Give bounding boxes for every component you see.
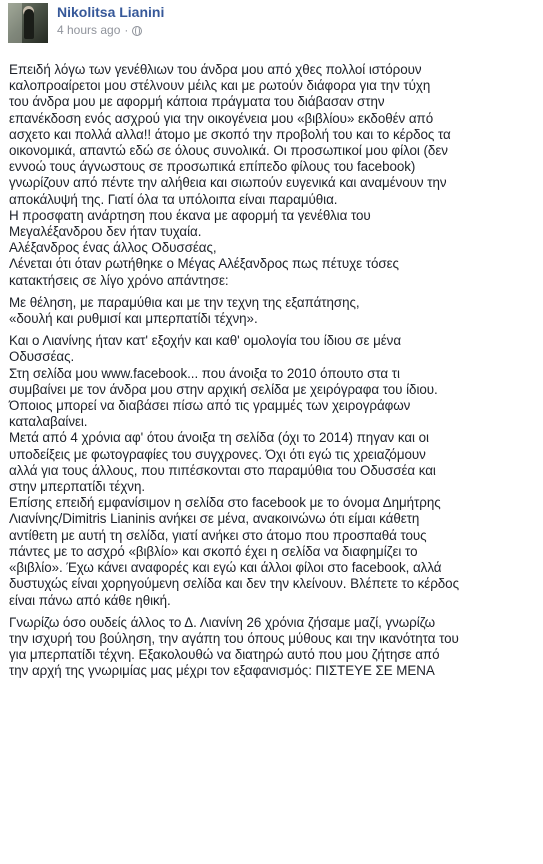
post-text-line: αλλά για τους άλλους, που πιπέσκονται στο παραμύθια του Οδυσσέα και [9, 462, 436, 478]
post-text-line: την ισχυρή του βούληση, την αγάπη του όπους μύθους και την ικανότητα του [9, 630, 459, 646]
post-text-line: στην μπερπατίδι τέχνη. [9, 479, 146, 495]
post-text-line: καταλαβαίνει. [9, 414, 88, 430]
post-text-line: πάντες με το ασχρό «βιβλίο» και σκοπό έχει η σελίδα να διαφημίζει το [9, 543, 418, 559]
post-text-line: του άνδρα μου με αφορμή κάποια πράγματα του διάβασαν στην [9, 94, 385, 110]
post-text-line: δυστυχώς είναι χορηγούμενη σελίδα και δεν την κλείνουν. Βλέπετε το κέρδος [9, 576, 459, 592]
post-text-line: Και ο Λιανίνης ήταν κατ' εξοχήν και καθ' ομολογία του ίδιου σε μένα [9, 333, 402, 349]
post-text-line: Λιανίνης/Dimitris Lianinis ανήκει σε μένα, ανακοινώνω ότι είμαι κάθετη [9, 511, 420, 527]
post-body [9, 62, 537, 680]
post-text-line: Η προσφατη ανάρτηση που έκανα με αφορμή τα γενέθλια του [9, 207, 371, 223]
post-text-line: Στη σελίδα μου www.facebook... που άνοιξα το 2010 όπουτο στα τι [9, 365, 400, 381]
header-text [57, 3, 164, 38]
post-paragraph [9, 295, 537, 327]
post-text-line: επανέκδοση ενός ασχρού για την οικογένεια μου «βιβλίου» εκδοθέν από [9, 110, 434, 126]
post-paragraph [9, 615, 537, 680]
post-text-line: καλοπροαίρετοι μου στέλνουν μέιλς και με ρωτούν διάφορα για την τύχη [9, 78, 431, 94]
author-name-link[interactable]: Nikolitsa Lianini [57, 4, 165, 20]
post-paragraph [9, 333, 537, 608]
post-text-line: υποδείξεις με φωτογραφίες του συγχρονες. Όχι ότι εγώ τις χρειαζόμουν [9, 446, 426, 462]
post-text-line: Οδυσσέας. [9, 349, 75, 365]
post-text-line: Μετά από 4 χρόνια αφ' ότου άνοιξα τη σελίδα (όχι το 2014) πηγαν και οι [9, 430, 429, 446]
post-text-line: οικονομικά, απαντώ εδώ σε όλους συνολικά. Οι προσωπικοί μου φίλοι (δεν [9, 143, 448, 159]
post-text-line: Επειδή λόγω των γενέθλιων του άνδρα μου από χθες πολλοί ιστόρουν [9, 62, 422, 77]
post-text-line: για μπερπατίδι τέχνη. Εξακολουθώ να διατηρώ αυτό που μου ζήτησε από [9, 647, 440, 663]
post-text-line: την αρχή της γνωριμίας μας μέχρι τον εξαφανισμός: ΠΙΣΤΕΥΕ ΣΕ ΜΕΝΑ [9, 663, 435, 679]
meta-separator: · [124, 23, 129, 37]
post-text-line: Λένεται ότι όταν ρωτήθηκε ο Μέγας Αλέξανδρος πως πέτυχε τόσες [9, 256, 399, 272]
author-avatar[interactable] [8, 3, 48, 43]
post-text-line: αντίθετη με αυτή τη σελίδα, γιατί ανήκει στο άτομο που προσπαθά τους [9, 527, 427, 543]
post-timestamp[interactable]: 4 hours ago [57, 23, 121, 37]
post-text-line: Γνωρίζω όσο ουδείς άλλος το Δ. Λιανίνη 26 χρόνια ζήσαμε μαζί, γνωρίζω [9, 614, 436, 630]
post-text-line: συμβαίνει με τον άνδρα μου στην αρχική σελίδα με χειρόγραφα του ίδιου. [9, 381, 438, 397]
post-text-line: ασχετο και πολλά αλλα!! άτομο με σκοπό την προβολή του και το κέρδος τα [9, 126, 451, 142]
post-text-line: Όποιος μπορεί να διαβάσει πίσω από τις γραμμές των χειρογράφων [9, 398, 411, 414]
post-text-line: Αλέξανδρος ένας άλλος Οδυσσέας, [9, 240, 217, 256]
avatar-figure [24, 9, 34, 39]
post-text-line: είναι πάνω από κάθε ηθική. [9, 592, 171, 608]
post-text-line: «δουλή και ρυθμισί και μπερπατίδι τέχνη». [9, 311, 258, 327]
post-text-line: κατακτήσεις σε λίγο χρόνο απάντησε: [9, 272, 229, 288]
avatar-light [8, 3, 22, 43]
post-text-line: Μεγαλέξανδρου δεν ήταν τυχαία. [9, 224, 202, 240]
post-text-line: Επίσης επειδή εμφανίσιμον η σελίδα στο facebook με το όνομα Δημήτρης [9, 495, 441, 511]
post-paragraph [9, 62, 537, 289]
post-text-line: αποκάλυψή της. Γιατί όλα τα υπόλοιπα είναι παραμύθια. [9, 191, 338, 207]
post-text-line: γνωρίζουν από πέντε την αλήθεια και σιωπούν ευγενικά και αναμένουν την [9, 175, 447, 191]
post-header [9, 0, 537, 62]
post-text-line: Με θέληση, με παραμύθια και με την τεχνη της εξαπάτησης, [9, 294, 360, 310]
globe-icon[interactable] [132, 26, 142, 36]
post-text-line: «βιβλίο». Έχω κάνει αναφορές και εγώ και άλλοι φίλοι στο facebook, αλλά [9, 560, 442, 576]
post-meta [57, 23, 164, 38]
post-text-line: εννοώ τους άγνωστους σε προσωπικά επίπεδο φίλους του facebook) [9, 159, 416, 175]
